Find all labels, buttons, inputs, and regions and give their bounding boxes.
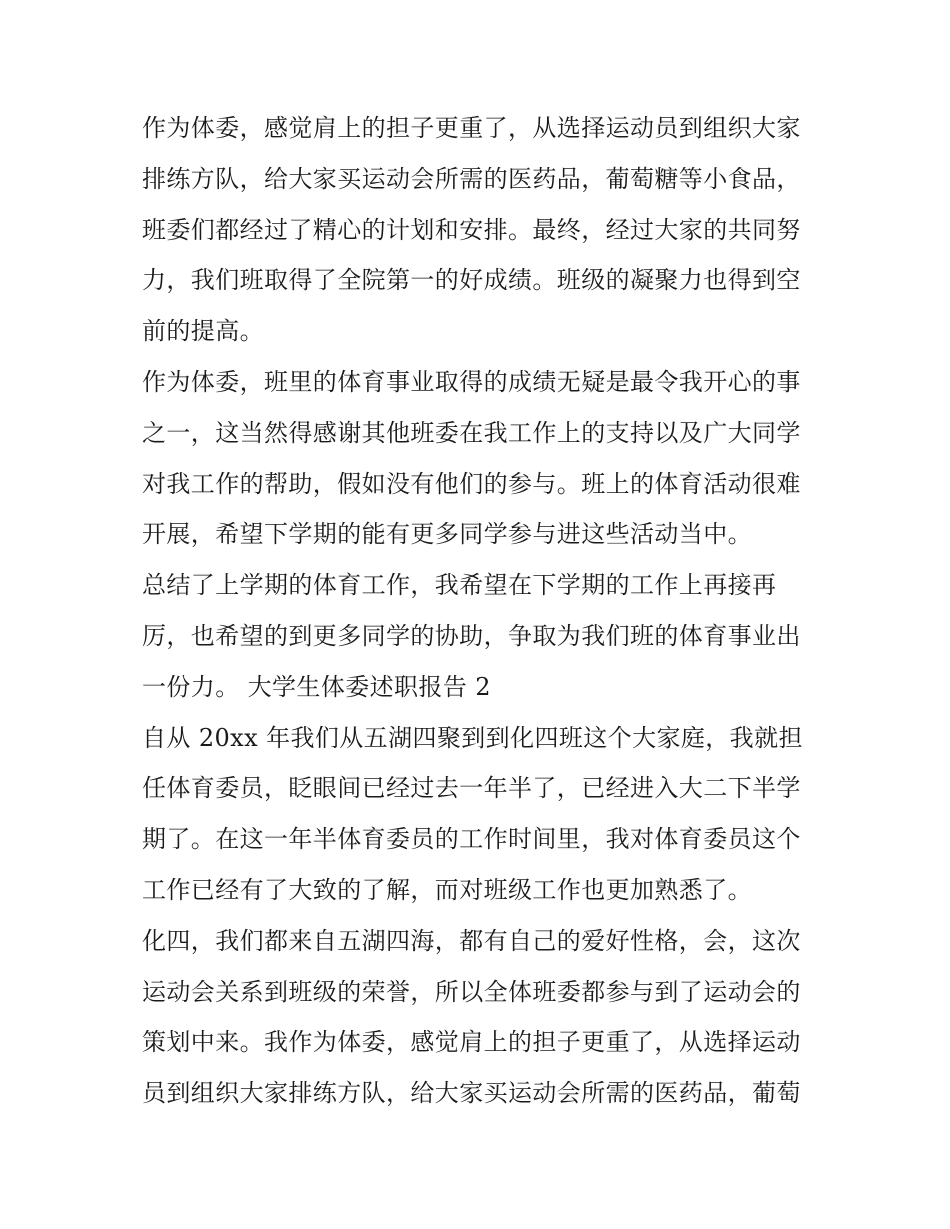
text-line: 对我工作的帮助，假如没有他们的参与。班上的体育活动很难 — [142, 469, 801, 498]
text-line: 自从 20xx 年我们从五湖四聚到到化四班这个大家庭，我就担 — [142, 723, 803, 752]
text-line: 策划中来。我作为体委，感觉肩上的担子更重了，从选择运动 — [142, 1028, 801, 1057]
text-line: 工作已经有了大致的了解，而对班级工作也更加熟悉了。 — [142, 875, 752, 904]
text-line: 厉，也希望的到更多同学的协助，争取为我们班的体育事业出 — [142, 621, 801, 650]
document-body — [142, 103, 822, 1119]
text-line: 员到组织大家排练方队，给大家买运动会所需的医药品，葡萄 — [142, 1079, 801, 1108]
text-line: 任体育委员，眨眼间已经过去一年半了，已经进入大二下半学 — [142, 774, 801, 803]
text-line: 前的提高。 — [142, 317, 264, 346]
text-line: 开展，希望下学期的能有更多同学参与进这些活动当中。 — [142, 520, 752, 549]
text-line: 班委们都经过了精心的计划和安排。最终，经过大家的共同努 — [142, 215, 801, 244]
text-line: 期了。在这一年半体育委员的工作时间里，我对体育委员这个 — [142, 825, 801, 854]
text-line: 一份力。 大学生体委述职报告 2 — [142, 672, 491, 701]
text-line: 排练方队，给大家买运动会所需的医药品，葡萄糖等小食品， — [142, 164, 801, 193]
text-line: 化四，我们都来自五湖四海，都有自己的爱好性格，会，这次 — [142, 926, 801, 955]
text-line: 之一，这当然得感谢其他班委在我工作上的支持以及广大同学 — [142, 418, 801, 447]
text-line: 总结了上学期的体育工作，我希望在下学期的工作上再接再 — [142, 571, 777, 600]
text-line: 力，我们班取得了全院第一的好成绩。班级的凝聚力也得到空 — [142, 266, 801, 295]
text-line: 运动会关系到班级的荣誉，所以全体班委都参与到了运动会的 — [142, 977, 801, 1006]
text-line: 作为体委，班里的体育事业取得的成绩无疑是最令我开心的事 — [142, 367, 801, 396]
text-line: 作为体委，感觉肩上的担子更重了，从选择运动员到组织大家 — [142, 114, 801, 142]
